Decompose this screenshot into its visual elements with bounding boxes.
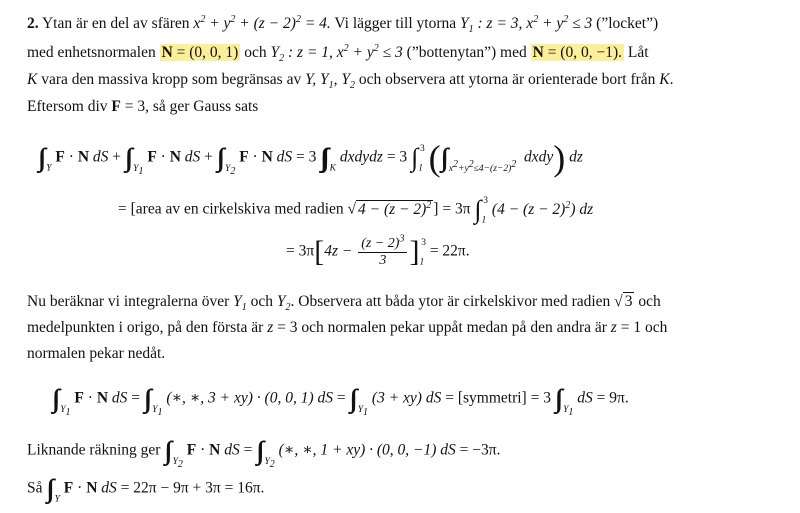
para2-line-2: medelpunkten i origo, på den första är z = 3 och normalen pekar uppåt medan på den andra är z = 1 och xyxy=(27,319,668,336)
gauss-equation-1: ∫∫ $_Y$ F · N dS + ∫∫ $_{Y_1}$ F · N dS + ∫∫ $_{Y_2}$ F · N dS = 3 ∫∫∫ $_K$ dxdydz = 3 ∫ $_1^3$ (∫∫ $_{x^2+y^2\le 4-(z-2)^2}$ dxdy) dz xyxy=(38,138,583,178)
normal-up-highlight: N = (0, 0, 1) xyxy=(161,44,239,61)
intro-line-4: Eftersom div F = 3, så ger Gauss sats xyxy=(27,98,259,115)
intro-line-1: 2. Ytan är en del av sfären $x^2 + y^2 + (z - 2)^2 = 4$. Vi lägger till ytorna $Y_1$ : z = 3, $x^2 + y^2 \le 3$ (”locket”) xyxy=(27,13,659,36)
y1-flux-equation: ∫∫ $_{Y_1}$ F · N dS = ∫∫ $_{Y_1}$ (∗, ∗, 3 + xy) · (0, 0, 1) dS = ∫∫ $_{Y_1}$ (3 + xy) dS = [symmetri] = 3 ∫∫ $_{Y_1}$ dS = 9π. xyxy=(52,384,629,418)
intro-line-2: med enhetsnormalen N = (0, 0, 1) och $Y_2$ : z = 1, $x^2 + y^2 \le 3$ (”bottenytan”) med N = (0, 0, −1). Låt xyxy=(27,42,649,65)
para2-line-1: Nu beräknar vi integralerna över $Y_1$ och $Y_2$. Observera att båda ytor är cirkelskivor med radien √ 3 och xyxy=(27,293,661,314)
final-result: Så ∫∫ $_Y$ F · N dS = 22π − 9π + 3π = 16π. xyxy=(27,474,265,505)
gauss-equation-3: = 3π[4z − $\frac{(z - 2)^3}{3}$ ]$_1^3 = 22\pi$. xyxy=(286,232,470,268)
y2-flux-equation: Liknande räkning ger ∫∫ $_{Y_2}$ F · N dS = ∫∫ $_{Y_2}$ (∗, ∗, 1 + xy) · (0, 0, −1) dS = −3π. xyxy=(27,436,501,470)
intro-line-3: K vara den massiva kropp som begränsas av Y, $Y_1$, $Y_2$ och observera att ytorna är orienterade bort från K. xyxy=(27,71,674,92)
normal-down-highlight: N = (0, 0, −1). xyxy=(532,44,622,61)
gauss-equation-2: = [area av en cirkelskiva med radien √ $4 - (z - 2)^2$ ] = 3π ∫ $_1^3$ $(4 - (z - 2)^2)$ dz xyxy=(118,195,594,226)
para2-line-3: normalen pekar nedåt. xyxy=(27,345,166,362)
